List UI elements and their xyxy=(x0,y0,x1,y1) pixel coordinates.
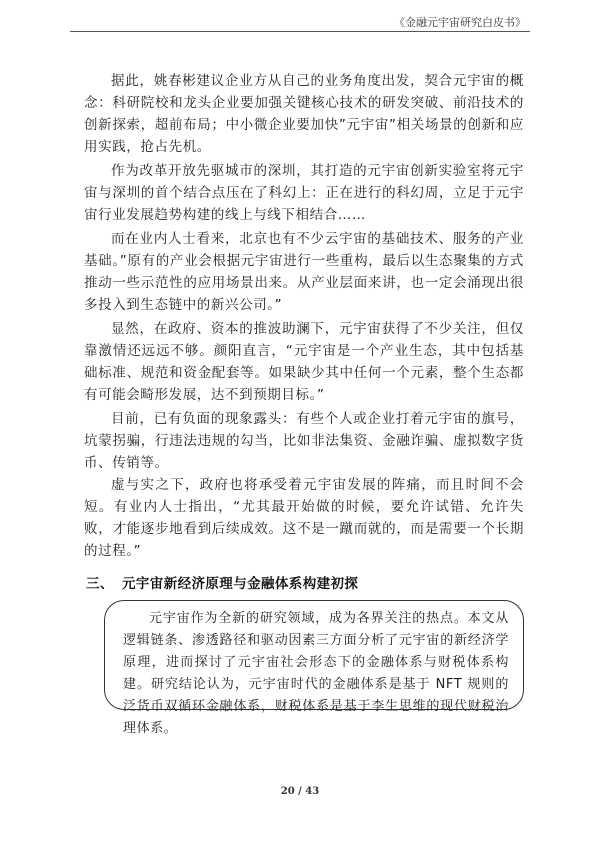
body-paragraph: 虚与实之下，政府也将承受着元宇宙发展的阵痛，而且时间不会短。有业内人士指出，“尤其最开始做的时候，要允许试错、允许失败，才能逐步地看到后续成效。这不是一蹴而就的，而是需要一个长期的过程。” xyxy=(84,477,524,559)
header-divider xyxy=(70,31,530,32)
section-title: 元宇宙新经济原理与金融体系构建初探 xyxy=(122,576,359,592)
abstract-text: 元宇宙作为全新的研究领域，成为各界关注的热点。本文从逻辑链条、渗透路径和驱动因素三方面分析了元宇宙的新经济学原理，进而探讨了元宇宙社会形态下的金融体系与财税体系构建。研究结论认为，元宇宙时代的金融体系是基于 NFT 规则的泛货币双循环金融体系，财税体系是基于李生思维的现代财税治理体系。 xyxy=(123,611,509,736)
section-heading xyxy=(86,572,358,592)
section-number: 三、 xyxy=(86,576,114,592)
body-paragraph: 作为改革开放先驱城市的深圳，其打造的元宇宙创新实验室将元宇宙与深圳的首个结合点压在了科幻上：正在进行的科幻周，立足于元宇宙行业发展趋势构建的线上与线下相结合…… xyxy=(84,163,524,223)
body-paragraph: 而在业内人士看来，北京也有不少云宇宙的基础技术、服务的产业基础。”原有的产业会根据元宇宙进行一些重构，最后以生态聚集的方式推动一些示范性的应用场景出来。从产业层面来讲，也一定会涌现出很多投入到生态链中的新兴公司。” xyxy=(84,231,524,313)
abstract-box xyxy=(104,600,524,736)
body-paragraph: 显然，在政府、资本的推波助澜下，元宇宙获得了不少关注，但仅靠激情还远远不够。颜阳直言，“元宇宙是一个产业生态，其中包括基础标准、规范和资金配套等。如果缺少其中任何一个元素，整个生态都有可能会畸形发展，达不到预期目标。” xyxy=(84,321,524,403)
body-paragraph: 目前，已有负面的现象露头：有些个人或企业打着元宇宙的旗号，坑蒙拐骗，行违法违规的勾当，比如非法集资、金融诈骗、虚拟数字货币、传销等。 xyxy=(84,411,524,471)
page-number: 20 / 43 xyxy=(280,786,320,797)
body-paragraph: 据此，姚春彬建议企业方从自己的业务角度出发，契合元宇宙的概念：科研院校和龙头企业要加强关键核心技术的研发突破、前沿技术的创新探索，超前布局；中小微企业要加快”元宇宙”相关场景的创新和应用实践，抢占先机。 xyxy=(84,73,524,155)
document-header-title: 《金融元宇宙研究白皮书》 xyxy=(394,16,526,29)
